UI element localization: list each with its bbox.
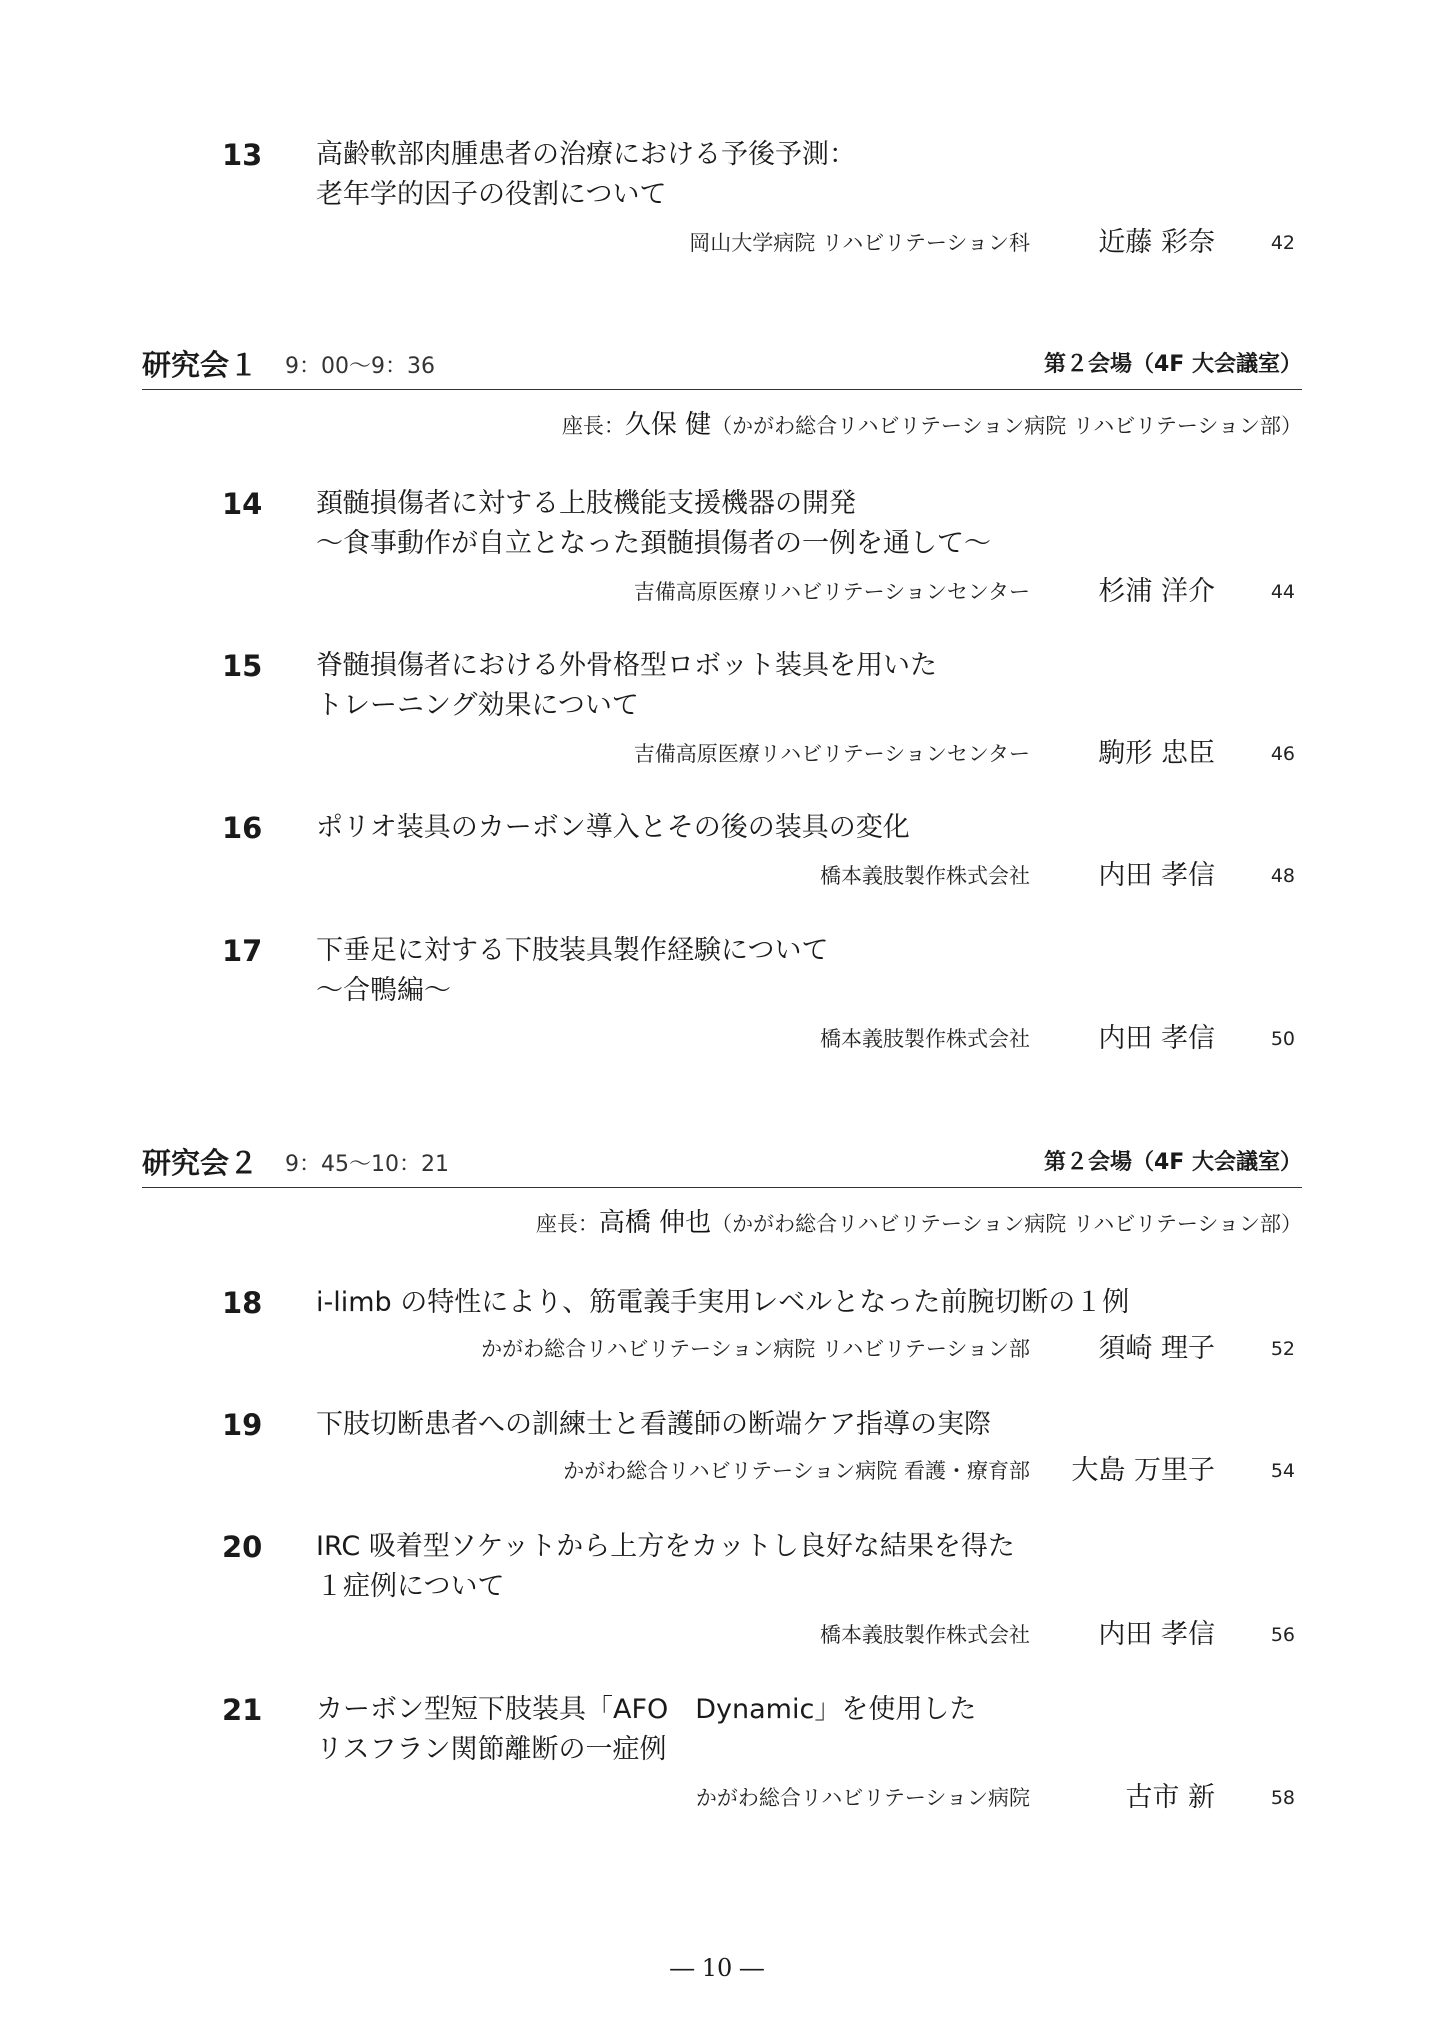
entry-title-line: 頚髄損傷者に対する上肢機能支援機器の開発 bbox=[316, 488, 856, 519]
entry-author: 杉浦 洋介 bbox=[1098, 576, 1215, 607]
entry-affiliation: かがわ総合リハビリテーション病院 看護・療育部 bbox=[563, 1459, 1030, 1483]
entry-author: 大島 万里子 bbox=[1071, 1455, 1215, 1486]
entry-author: 内田 孝信 bbox=[1098, 1619, 1215, 1650]
session-time: 9：45～10：21 bbox=[285, 1152, 449, 1177]
entry-number: 16 bbox=[222, 811, 263, 845]
entry-title-line: １症例について bbox=[316, 1571, 505, 1602]
entry-page-number: 42 bbox=[1270, 232, 1295, 254]
entry-affiliation: かがわ総合リハビリテーション病院 リハビリテーション部 bbox=[481, 1337, 1030, 1361]
entry-title bbox=[316, 646, 1116, 726]
entry-title bbox=[316, 135, 1116, 215]
session-name: 研究会１ bbox=[142, 348, 259, 382]
entry-page-number: 50 bbox=[1270, 1028, 1295, 1050]
entry-page-number: 44 bbox=[1270, 581, 1295, 603]
entry-affiliation: 橋本義肢製作株式会社 bbox=[820, 864, 1030, 888]
entry-author: 内田 孝信 bbox=[1098, 860, 1215, 891]
entry-byline bbox=[0, 1778, 1434, 1818]
entry-title-line: 老年学的因子の役割について bbox=[316, 179, 667, 210]
entry-page-number: 58 bbox=[1270, 1787, 1295, 1809]
chair-affiliation: （かがわ総合リハビリテーション病院 リハビリテーション部） bbox=[711, 414, 1302, 438]
entry-number: 13 bbox=[222, 138, 263, 172]
entry-title-line: IRC 吸着型ソケットから上方をカットし良好な結果を得た bbox=[316, 1531, 1015, 1562]
entry-page-number: 56 bbox=[1270, 1624, 1295, 1646]
entry-author: 駒形 忠臣 bbox=[1098, 738, 1215, 769]
entry-number: 18 bbox=[222, 1286, 263, 1320]
entry-title-line: 下肢切断患者への訓練士と看護師の断端ケア指導の実際 bbox=[316, 1409, 991, 1440]
session-room: 第２会場（4F 大会議室） bbox=[1044, 1150, 1302, 1175]
entry-author: 古市 新 bbox=[1125, 1782, 1215, 1813]
entry-number: 19 bbox=[222, 1408, 263, 1442]
entry-title bbox=[316, 484, 1116, 564]
entry-page-number: 48 bbox=[1270, 865, 1295, 887]
entry-byline bbox=[0, 1615, 1434, 1655]
entry-number: 21 bbox=[222, 1693, 263, 1727]
entry-author: 内田 孝信 bbox=[1098, 1023, 1215, 1054]
entry-byline bbox=[0, 572, 1434, 612]
entry-byline bbox=[0, 1329, 1434, 1369]
entry-affiliation: 吉備高原医療リハビリテーションセンター bbox=[633, 742, 1030, 766]
chair-prefix: 座長： bbox=[535, 1212, 599, 1236]
chair-prefix: 座長： bbox=[561, 414, 625, 438]
entry-title-line: 高齢軟部肉腫患者の治療における予後予測： bbox=[316, 139, 856, 170]
entry-title bbox=[316, 1405, 1116, 1445]
entry-author: 須崎 理子 bbox=[1098, 1333, 1215, 1364]
entry-title-line: ～食事動作が自立となった頚髄損傷者の一例を通して～ bbox=[316, 528, 991, 559]
entry-byline bbox=[0, 223, 1434, 263]
session-name: 研究会２ bbox=[142, 1146, 259, 1180]
entry-title bbox=[316, 1283, 1130, 1323]
session-time: 9：00～9：36 bbox=[285, 354, 435, 379]
session-chair bbox=[562, 405, 1302, 445]
entry-byline bbox=[0, 1019, 1434, 1059]
entry-title bbox=[316, 1527, 1116, 1607]
entry-number: 17 bbox=[222, 934, 263, 968]
session-header bbox=[142, 345, 1302, 385]
entry-title bbox=[316, 931, 1116, 1011]
entry-byline bbox=[0, 856, 1434, 896]
chair-affiliation: （かがわ総合リハビリテーション病院 リハビリテーション部） bbox=[711, 1212, 1302, 1236]
entry-affiliation: かがわ総合リハビリテーション病院 bbox=[695, 1786, 1030, 1810]
entry-page-number: 54 bbox=[1270, 1460, 1295, 1482]
chair-name: 久保 健 bbox=[624, 410, 712, 440]
session-room: 第２会場（4F 大会議室） bbox=[1044, 352, 1302, 377]
session-chair bbox=[536, 1203, 1302, 1243]
entry-affiliation: 吉備高原医療リハビリテーションセンター bbox=[633, 580, 1030, 604]
entry-title-line: 下垂足に対する下肢装具製作経験について bbox=[316, 935, 829, 966]
chair-name: 高橋 伸也 bbox=[598, 1208, 712, 1238]
entry-number: 15 bbox=[222, 649, 263, 683]
entry-page-number: 52 bbox=[1270, 1338, 1295, 1360]
entry-title bbox=[316, 808, 1116, 848]
entry-affiliation: 橋本義肢製作株式会社 bbox=[820, 1623, 1030, 1647]
session-header bbox=[142, 1143, 1302, 1183]
entry-title-line: i-limb の特性により、筋電義手実用レベルとなった前腕切断の１例 bbox=[316, 1287, 1130, 1318]
entry-page-number: 46 bbox=[1270, 743, 1295, 765]
entry-title-line: トレーニング効果について bbox=[316, 690, 639, 721]
entry-title-line: カーボン型短下肢装具「AFO Dynamic」を使用した bbox=[316, 1694, 977, 1725]
entry-byline bbox=[0, 1451, 1434, 1491]
entry-affiliation: 岡山大学病院 リハビリテーション科 bbox=[689, 231, 1030, 255]
session-divider bbox=[142, 1187, 1302, 1188]
entry-number: 20 bbox=[222, 1530, 263, 1564]
entry-affiliation: 橋本義肢製作株式会社 bbox=[820, 1027, 1030, 1051]
page-footer-number: ― 10 ― bbox=[670, 1954, 764, 1982]
entry-title-line: ポリオ装具のカーボン導入とその後の装具の変化 bbox=[316, 812, 910, 843]
session-divider bbox=[142, 389, 1302, 390]
entry-byline bbox=[0, 734, 1434, 774]
entry-title-line: リスフラン関節離断の一症例 bbox=[316, 1734, 667, 1765]
entry-title-line: 脊髄損傷者における外骨格型ロボット装具を用いた bbox=[316, 650, 937, 681]
entry-title bbox=[316, 1690, 1116, 1770]
entry-author: 近藤 彩奈 bbox=[1098, 227, 1215, 258]
entry-title-line: ～合鴨編～ bbox=[316, 975, 451, 1006]
entry-number: 14 bbox=[222, 487, 263, 521]
